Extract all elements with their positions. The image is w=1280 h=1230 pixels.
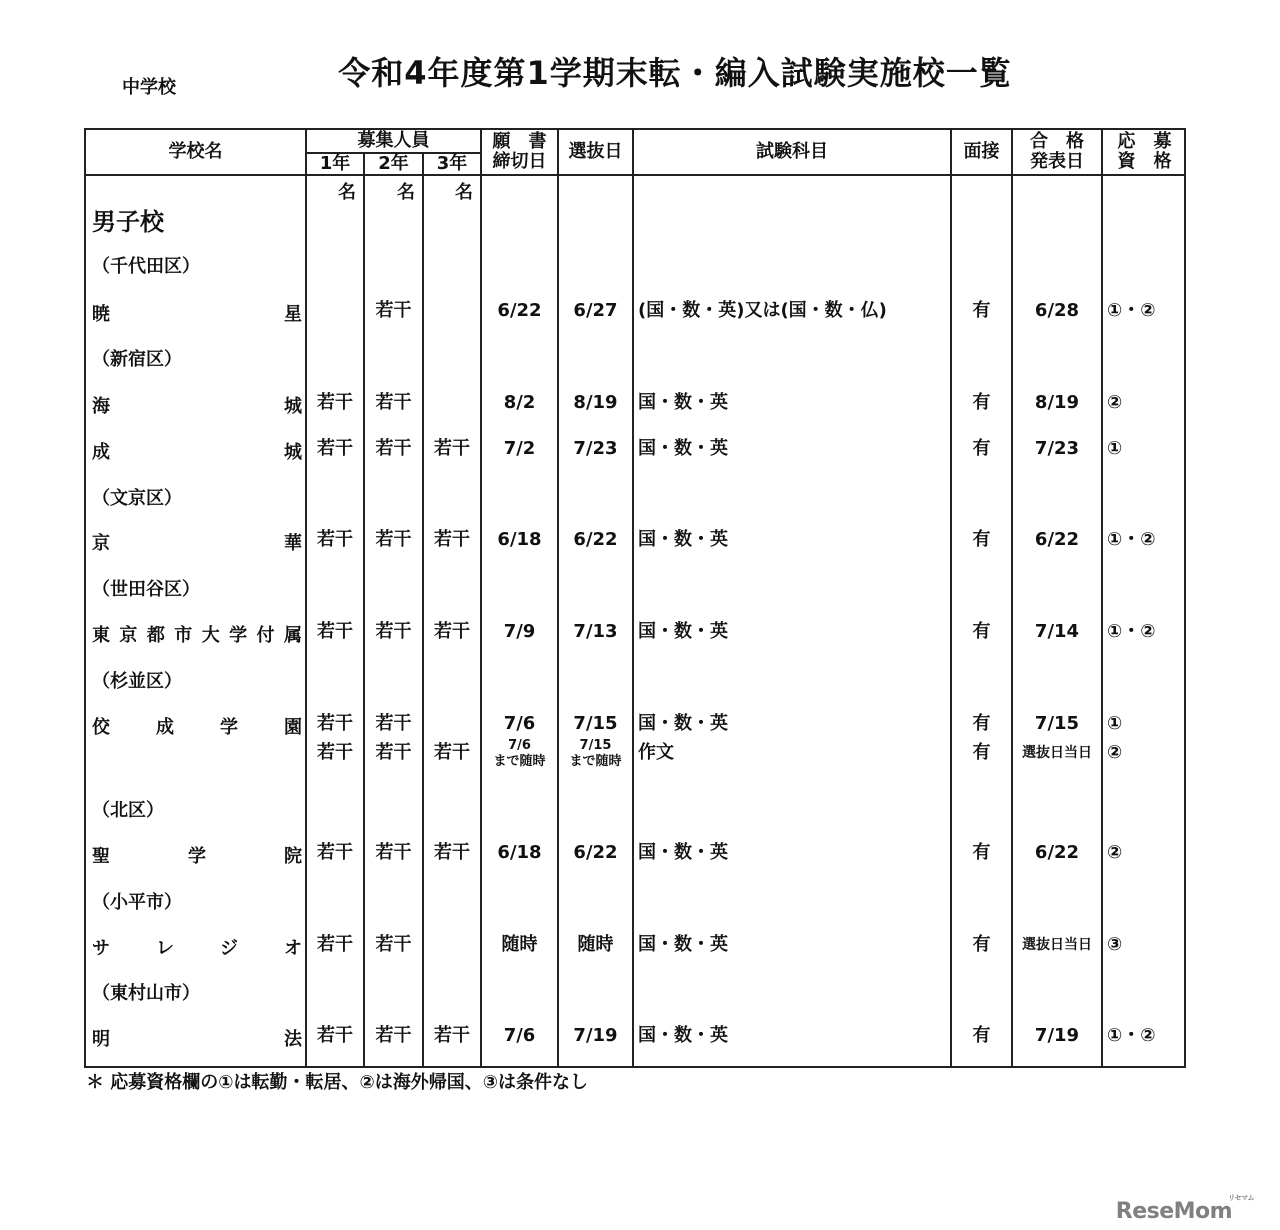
cell-g2: 若干	[375, 713, 412, 734]
cell-interview: 有	[972, 934, 991, 955]
cell-g2: 若干	[375, 742, 412, 763]
page-subtitle: 中学校	[122, 77, 176, 98]
cell-subjects: 作文	[638, 742, 674, 763]
cell-result-date: 8/19	[1034, 392, 1080, 413]
school-name-char: 城	[284, 396, 302, 417]
cell-subjects: 国・数・英	[638, 438, 728, 459]
cell-result-date: 6/22	[1034, 842, 1080, 863]
school-name	[92, 621, 302, 647]
cell-eligibility: ②	[1107, 742, 1123, 763]
school-name-char: 大	[201, 625, 220, 646]
cell-g3: 若干	[434, 438, 470, 459]
cell-exam: 7/13	[573, 621, 618, 642]
cell-result-date: 7/15	[1034, 713, 1080, 734]
unit-label: 名	[338, 182, 356, 203]
header-school-name: 学校名	[168, 141, 223, 162]
cell-deadline: 8/2	[503, 392, 536, 413]
header-recruit: 募集人員	[357, 130, 430, 151]
district-label: （千代田区）	[92, 256, 200, 277]
school-name-char: 都	[146, 625, 165, 646]
cell-exam: 7/15	[573, 713, 618, 734]
header-grade1: 1年	[319, 153, 351, 174]
school-name-char: 付	[256, 625, 275, 646]
cell-subjects: 国・数・英	[638, 1025, 728, 1046]
header-subjects: 試験科目	[756, 141, 828, 162]
cell-g1: 若干	[317, 621, 353, 642]
divider	[422, 152, 424, 1066]
cell-eligibility: ②	[1107, 392, 1123, 413]
divider	[1101, 130, 1103, 1066]
district-label: （小平市）	[92, 892, 182, 913]
cell-g3: 若干	[434, 621, 470, 642]
cell-g3: 若干	[434, 742, 470, 763]
header-deadline-line1: 願 書	[492, 131, 547, 152]
cell-eligibility: ②	[1107, 842, 1123, 863]
cell-subjects: 国・数・英	[638, 713, 728, 734]
school-name-char: 京	[119, 625, 138, 646]
cell-g3: 若干	[434, 1025, 470, 1046]
cell-eligibility: ①・②	[1107, 621, 1156, 642]
cell-g2: 若干	[375, 529, 412, 550]
school-name-char: レ	[156, 938, 174, 959]
school-name-char: 聖	[92, 846, 110, 867]
cell-g1: 若干	[317, 392, 353, 413]
school-name	[92, 438, 302, 464]
cell-g1: 若干	[317, 842, 353, 863]
cell-exam: 7/15	[579, 738, 612, 753]
school-name-char: サ	[92, 938, 110, 959]
logo-subtext: リセマム	[1228, 1193, 1254, 1202]
cell-g1: 若干	[317, 438, 353, 459]
cell-subjects: (国・数・英)又は(国・数・仏)	[638, 300, 887, 321]
district-label: （杉並区）	[92, 671, 182, 692]
school-name-char: 成	[156, 717, 174, 738]
district-label: （北区）	[92, 800, 164, 821]
school-name-char: 成	[92, 442, 110, 463]
cell-interview: 有	[972, 742, 991, 763]
cell-exam-note: まで随時	[569, 754, 622, 769]
unit-label: 名	[455, 182, 473, 203]
divider	[632, 130, 634, 1066]
district-label: （東村山市）	[92, 983, 200, 1004]
divider	[363, 152, 365, 1066]
cell-exam: 6/27	[573, 300, 618, 321]
school-name-char: 海	[92, 396, 110, 417]
cell-interview: 有	[972, 529, 991, 550]
footnote: ＊ 応募資格欄の①は転勤・転居、②は海外帰国、③は条件なし	[86, 1072, 588, 1093]
cell-subjects: 国・数・英	[638, 842, 728, 863]
cell-result-date: 7/23	[1034, 438, 1080, 459]
cell-result-date: 7/19	[1034, 1025, 1080, 1046]
cell-g2: 若干	[375, 392, 412, 413]
header-eligibility	[1103, 130, 1186, 174]
header-interview: 面接	[963, 141, 1000, 162]
divider	[950, 130, 952, 1066]
cell-result-date: 選抜日当日	[1022, 745, 1092, 761]
cell-eligibility: ①	[1107, 438, 1123, 459]
cell-g3: 若干	[434, 529, 470, 550]
school-name-char: オ	[284, 938, 302, 959]
school-name-char: 学	[220, 717, 238, 738]
school-name-char: 園	[284, 717, 302, 738]
cell-eligibility: ①・②	[1107, 529, 1156, 550]
page-title: 令和4年度第1学期末転・編入試験実施校一覧	[338, 54, 1012, 92]
cell-g1: 若干	[317, 934, 353, 955]
cell-eligibility: ③	[1107, 934, 1123, 955]
school-name-char: 佼	[92, 717, 110, 738]
divider	[557, 130, 559, 1066]
cell-g2: 若干	[375, 300, 412, 321]
cell-deadline: 7/6	[503, 713, 536, 734]
header-deadline	[482, 130, 557, 174]
school-name	[92, 300, 302, 326]
school-name	[92, 1025, 302, 1051]
cell-exam: 随時	[577, 934, 614, 955]
cell-exam: 7/23	[573, 438, 618, 459]
cell-deadline-note: まで随時	[493, 754, 546, 769]
cell-deadline: 6/18	[497, 529, 542, 550]
header-divider	[86, 174, 1184, 176]
school-name-char: 明	[92, 1029, 110, 1050]
school-name	[92, 529, 302, 555]
school-name-char: ジ	[220, 938, 238, 959]
cell-deadline: 6/18	[497, 842, 542, 863]
header-exam-date: 選抜日	[568, 141, 623, 162]
section-boys-schools: 男子校	[92, 208, 164, 236]
cell-result-date: 選抜日当日	[1022, 937, 1092, 953]
cell-g1: 若干	[317, 713, 353, 734]
school-name-char: 学	[229, 625, 248, 646]
cell-interview: 有	[972, 713, 991, 734]
school-name	[92, 842, 302, 868]
divider	[1011, 130, 1013, 1066]
cell-result-date: 7/14	[1034, 621, 1080, 642]
header-grade2: 2年	[378, 153, 409, 174]
school-name-char: 暁	[92, 304, 110, 325]
school-name-char: 市	[174, 625, 193, 646]
header-grade3: 3年	[436, 153, 468, 174]
cell-g2: 若干	[375, 1025, 412, 1046]
cell-deadline: 随時	[501, 934, 538, 955]
divider	[480, 130, 482, 1066]
cell-eligibility: ①・②	[1107, 300, 1156, 321]
header-eligibility-line1: 応 募	[1117, 131, 1172, 152]
school-name-char: 院	[284, 846, 302, 867]
cell-deadline: 7/6	[503, 1025, 536, 1046]
school-name	[92, 713, 302, 739]
cell-g1: 若干	[317, 529, 353, 550]
school-name-char: 京	[92, 533, 110, 554]
cell-deadline: 7/9	[503, 621, 536, 642]
cell-subjects: 国・数・英	[638, 621, 728, 642]
header-result-date	[1013, 130, 1101, 174]
cell-g2: 若干	[375, 621, 412, 642]
cell-exam: 7/19	[573, 1025, 618, 1046]
school-name-char: 東	[92, 625, 110, 646]
cell-result-date: 6/22	[1034, 529, 1080, 550]
cell-interview: 有	[972, 300, 991, 321]
resemom-logo	[1115, 1193, 1258, 1224]
cell-exam: 6/22	[573, 842, 618, 863]
cell-deadline: 7/6	[508, 738, 531, 753]
school-name-char: 華	[284, 533, 302, 554]
school-name-char: 城	[284, 442, 302, 463]
school-name	[92, 392, 302, 418]
header-result-line1: 合 格	[1030, 131, 1084, 152]
cell-deadline: 7/2	[503, 438, 536, 459]
cell-exam: 6/22	[573, 529, 618, 550]
cell-interview: 有	[972, 438, 991, 459]
cell-g3: 若干	[434, 842, 470, 863]
school-name-char: 属	[283, 625, 302, 646]
district-label: （文京区）	[92, 488, 182, 509]
school-name-char: 学	[188, 846, 206, 867]
cell-eligibility: ①	[1107, 713, 1123, 734]
school-name-char: 法	[284, 1029, 302, 1050]
divider	[305, 130, 307, 1066]
cell-interview: 有	[972, 842, 991, 863]
cell-g1: 若干	[317, 1025, 353, 1046]
cell-subjects: 国・数・英	[638, 934, 728, 955]
unit-label: 名	[397, 182, 415, 203]
header-eligibility-line2: 資 格	[1117, 151, 1172, 172]
cell-g1: 若干	[317, 742, 353, 763]
district-label: （世田谷区）	[92, 579, 200, 600]
cell-interview: 有	[972, 621, 991, 642]
logo-text: ReseMom	[1115, 1199, 1233, 1224]
cell-g2: 若干	[375, 438, 412, 459]
header-deadline-line2: 締切日	[492, 151, 547, 172]
schools-table	[84, 128, 1186, 1068]
district-label: （新宿区）	[92, 349, 182, 370]
cell-interview: 有	[972, 1025, 991, 1046]
cell-exam: 8/19	[573, 392, 618, 413]
cell-deadline: 6/22	[497, 300, 542, 321]
school-name	[92, 934, 302, 960]
cell-eligibility: ①・②	[1107, 1025, 1156, 1046]
header-result-line2: 発表日	[1030, 151, 1084, 172]
cell-interview: 有	[972, 392, 991, 413]
cell-g2: 若干	[375, 842, 412, 863]
cell-result-date: 6/28	[1034, 300, 1080, 321]
cell-subjects: 国・数・英	[638, 392, 728, 413]
cell-subjects: 国・数・英	[638, 529, 728, 550]
cell-g2: 若干	[375, 934, 412, 955]
school-name-char: 星	[284, 304, 302, 325]
